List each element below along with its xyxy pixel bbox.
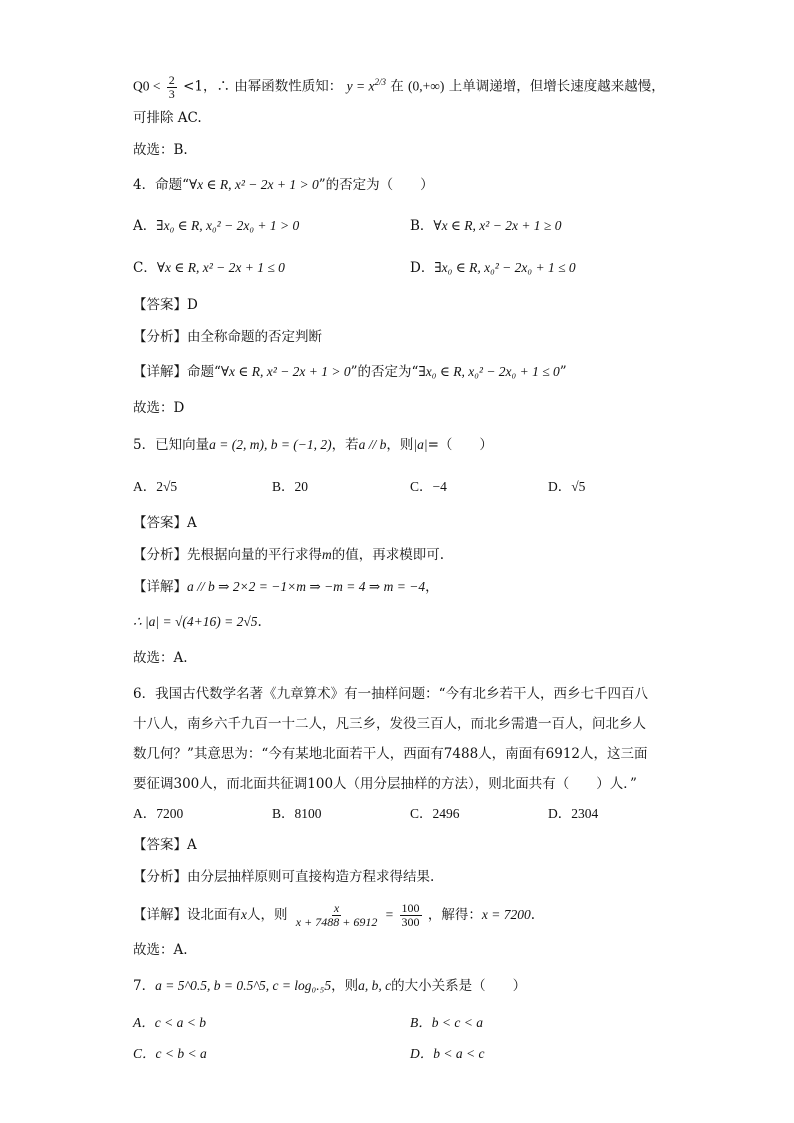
q5-analysis-b: 的值，再求模即可. — [331, 547, 445, 563]
q5-option-a: A．2√5 — [133, 479, 178, 494]
q5-choose: 故选：A. — [133, 650, 188, 666]
solution-line-2: 可排除 AC. — [133, 110, 202, 126]
q5-stem-math2: a // b — [358, 437, 387, 452]
q7-stem-b: ，则 — [331, 978, 359, 994]
q4-option-c — [133, 258, 285, 278]
math-interval: (0,+∞) — [408, 78, 445, 94]
q5-stem-c: ，则 — [386, 437, 414, 453]
frac-num: 100 — [401, 901, 420, 915]
text-increasing: 上单调递增，但增长速度越来越慢， — [448, 78, 665, 95]
option-math: ∃x₀ ∈ R, x₀² − 2x₀ + 1 ≤ 0 — [434, 260, 576, 275]
option-math: ∀x ∈ R, x² − 2x + 1 ≥ 0 — [433, 218, 562, 233]
equals-sign: = — [385, 907, 394, 922]
frac-num: x — [333, 901, 340, 915]
q7-option-d: D．b < a < c — [410, 1046, 485, 1061]
q5-detail-a: 【详解】 — [133, 579, 187, 595]
option-label: D． — [410, 260, 435, 276]
q5-detail-b: ， — [425, 579, 439, 595]
q5-stem-d: =（ ） — [427, 437, 493, 453]
option-math: ∀x ∈ R, x² − 2x + 1 ≤ 0 — [156, 260, 285, 275]
q4-detail-b: ”的否定为“ — [350, 364, 419, 380]
q6-option-b: B．8100 — [272, 806, 322, 821]
q4-detail-math1: ∀x ∈ R, x² − 2x + 1 > 0 — [220, 364, 351, 379]
text-q: Q0 < — [133, 78, 161, 94]
q5-stem-math3: |a| — [413, 437, 428, 452]
q6-detail-x: x — [241, 907, 247, 922]
q4-stem-math: ∀x ∈ R, x² − 2x + 1 > 0 — [189, 177, 319, 192]
q5-stem-math1: a = (2, m), b = (−1, 2) — [209, 437, 332, 452]
solution-choose-b: 故选：B. — [133, 142, 188, 158]
q6-stem-line-3: 数几何？”其意思为：“今有某地北面若干人，西面有7488人，南面有6912人，这三面 — [133, 746, 648, 762]
q6-analysis: 【分析】由分层抽样原则可直接构造方程求得结果. — [133, 869, 435, 885]
q5-option-d: D．√5 — [548, 479, 586, 494]
q5-option-b: B．20 — [272, 479, 309, 494]
q6-detail-c: ，解得： — [427, 907, 482, 923]
q6-answer: 【答案】A — [133, 837, 197, 853]
q6-option-c: C．2496 — [410, 806, 460, 821]
q6-detail-end: . — [530, 907, 535, 923]
solution-line-1 — [133, 72, 665, 101]
q7-option-b: B．b < c < a — [410, 1015, 483, 1030]
option-label: C． — [133, 260, 157, 276]
q6-fraction-1 — [294, 902, 380, 929]
math-exponent: 2/3 — [374, 77, 386, 87]
q5-analysis-m: m — [322, 547, 332, 562]
q4-detail-c: ” — [559, 364, 567, 380]
q5-stem — [133, 435, 493, 455]
math-power-func: y = x — [346, 78, 375, 94]
q4-stem-a: 4．命题“ — [133, 177, 189, 193]
frac-num: 2 — [168, 72, 175, 87]
q5-detail-2 — [133, 612, 262, 632]
q4-stem — [133, 175, 434, 195]
text-zai: 在 — [390, 78, 404, 95]
q5-stem-a: 5．已知向量 — [133, 437, 210, 453]
q6-detail-a: 【详解】设北面有 — [133, 907, 241, 923]
q7-stem-math2: a, b, c — [358, 978, 392, 993]
q5-detail — [133, 577, 439, 597]
q7-option-c: C．c < b < a — [133, 1046, 207, 1061]
q6-detail-result: x = 7200 — [481, 907, 531, 922]
q7-stem-math: a = 5^0.5, b = 0.5^5, c = log₀.₅5 — [155, 978, 332, 993]
q4-detail — [133, 362, 567, 382]
q6-choose: 故选：A. — [133, 942, 188, 958]
q4-stem-b: ”的否定为（ ） — [318, 177, 434, 193]
option-label: A． — [133, 218, 157, 234]
q5-detail2-end: . — [257, 614, 262, 630]
q4-detail-math2: ∃x₀ ∈ R, x₀² − 2x₀ + 1 ≤ 0 — [418, 364, 560, 379]
q6-detail-b: 人，则 — [247, 907, 288, 923]
q6-fraction-2 — [400, 902, 422, 929]
q4-option-b — [410, 216, 561, 236]
fraction-two-thirds — [167, 74, 177, 101]
q7-stem-a: 7． — [133, 978, 156, 994]
text-property: <1，∴ 由幂函数性质知： — [183, 78, 343, 95]
q4-option-d — [410, 258, 576, 278]
q6-stem-line-1: 6．我国古代数学名著《九章算术》有一抽样问题：“今有北乡若干人，西乡七千四百八 — [133, 686, 648, 702]
q4-option-a — [133, 216, 299, 236]
q4-analysis: 【分析】由全称命题的否定判断 — [133, 329, 322, 345]
q7-option-a: A．c < a < b — [133, 1015, 206, 1030]
q4-answer: 【答案】D — [133, 297, 198, 313]
frac-den: 300 — [401, 915, 420, 929]
q5-answer: 【答案】A — [133, 515, 197, 531]
q5-option-c: C．−4 — [410, 479, 447, 494]
q6-stem-line-4: 要征调300人，而北面共征调100人（用分层抽样的方法），则北面共有（ ）人．” — [133, 776, 637, 792]
q6-detail — [133, 902, 535, 929]
frac-den: 3 — [168, 86, 175, 101]
option-label: B． — [410, 218, 434, 234]
frac-den: x + 7488 + 6912 — [295, 915, 378, 929]
q6-option-a: A．7200 — [133, 806, 184, 821]
q6-stem-line-2: 十八人，南乡六千九百一十二人，凡三乡，发役三百人，而北乡需遣一百人，问北乡人 — [133, 716, 646, 732]
q7-stem-c: 的大小关系是（ ） — [391, 978, 527, 994]
q5-analysis — [133, 545, 444, 565]
q4-choose: 故选：D — [133, 400, 185, 416]
q5-stem-b: ，若 — [331, 437, 359, 453]
q5-detail-math: a // b ⇒ 2×2 = −1×m ⇒ −m = 4 ⇒ m = −4 — [187, 579, 426, 594]
q5-detail2-math: ∴ |a| = √(4+16) = 2√5 — [133, 614, 258, 629]
q4-detail-a: 【详解】命题“ — [133, 364, 221, 380]
option-math: ∃x₀ ∈ R, x₀² − 2x₀ + 1 > 0 — [156, 218, 300, 233]
q5-analysis-a: 【分析】先根据向量的平行求得 — [133, 547, 322, 563]
q7-stem — [133, 976, 526, 996]
q6-option-d: D．2304 — [548, 806, 599, 821]
